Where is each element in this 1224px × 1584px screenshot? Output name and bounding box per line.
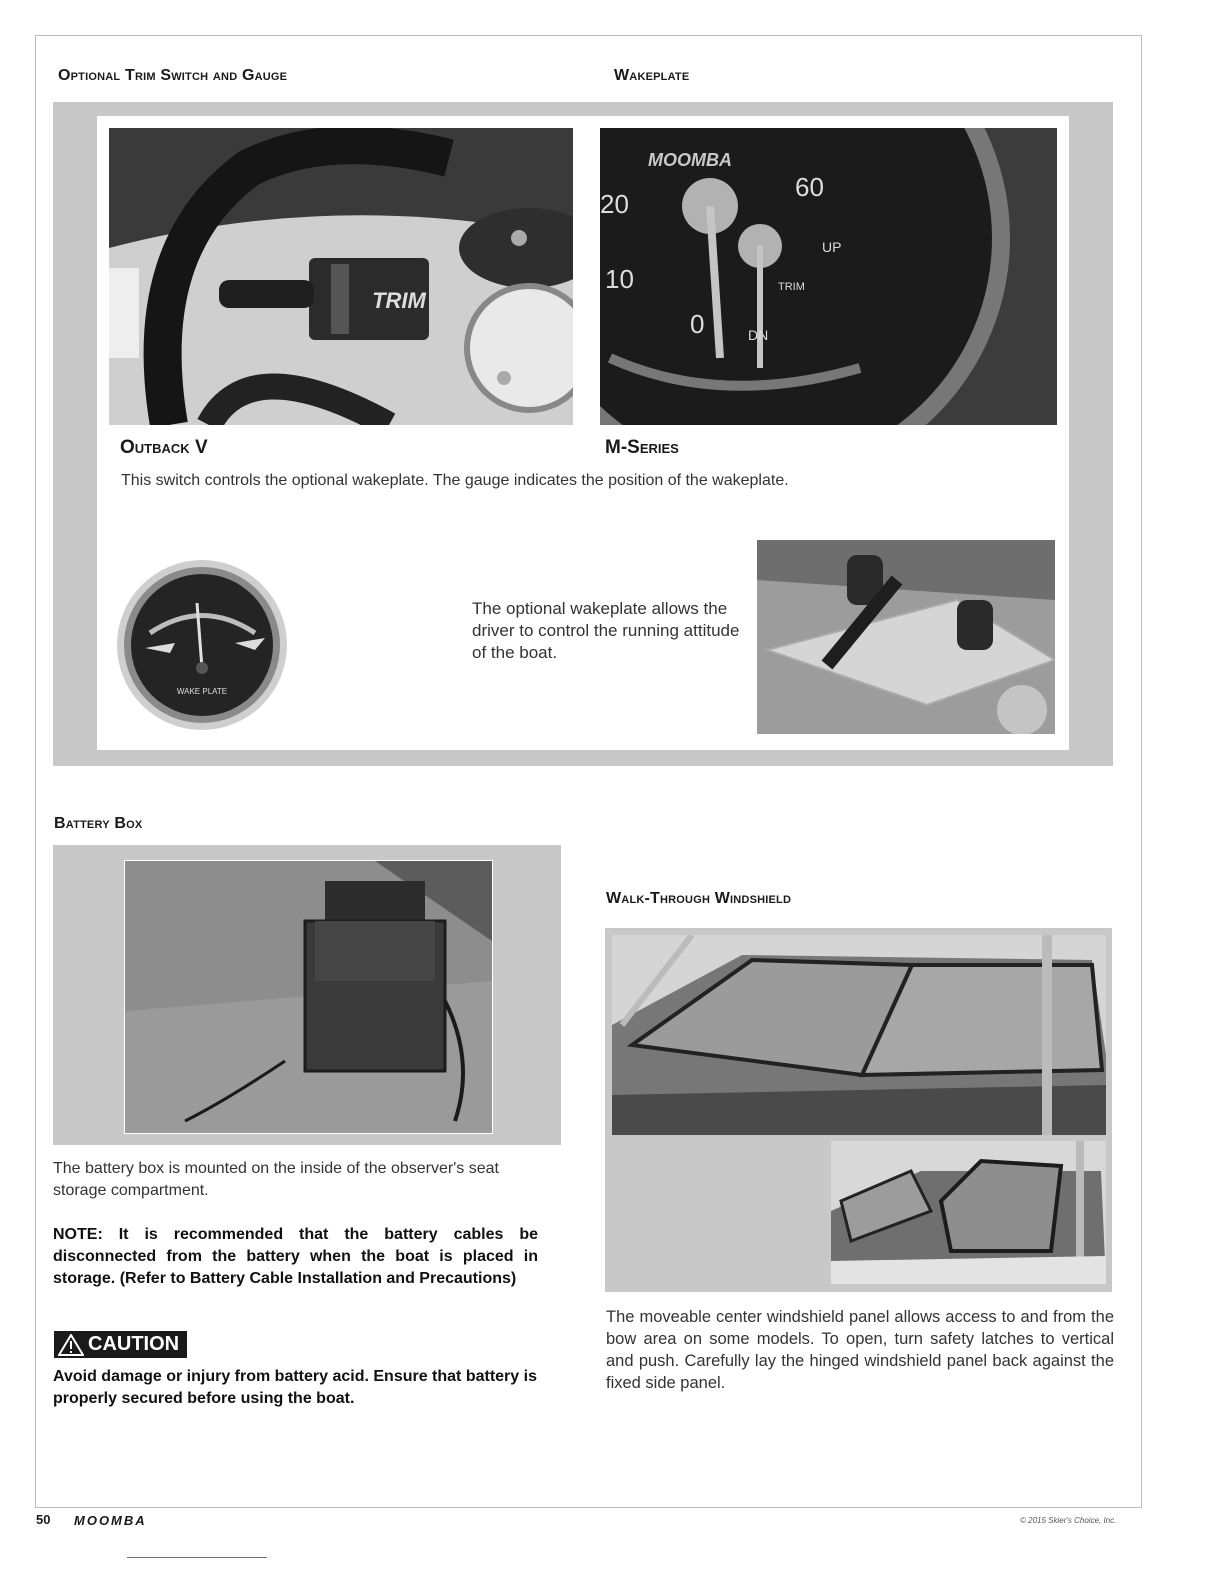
wakeplate-photo — [757, 540, 1055, 734]
page-number: 50 — [36, 1512, 51, 1527]
gauge-num-60: 60 — [795, 172, 824, 202]
footer-copyright: © 2015 Skier's Choice, Inc. — [1020, 1516, 1117, 1525]
caution-badge — [54, 1331, 187, 1358]
caution-label: CAUTION — [88, 1333, 180, 1355]
mseries-gauge-photo — [600, 128, 1057, 425]
wakeplate-gauge-label: WAKE PLATE — [176, 687, 228, 696]
trim-heading: Optional Trim Switch and Gauge — [58, 67, 288, 84]
windshield-photo-main — [612, 935, 1106, 1135]
outback-v-label: Outback V — [120, 437, 208, 458]
windshield-description: The moveable center windshield panel allows access to and from the bow area on some models. To open, turn safety latches to vertical and push. Carefully lay the hinged windshield panel back against the fixed side panel. — [606, 1308, 1114, 1392]
outback-trim-switch-photo — [109, 128, 573, 425]
footer-brand-logo: MOOMBA — [74, 1513, 147, 1528]
battery-box-photo — [124, 860, 493, 1134]
battery-heading: Battery Box — [54, 815, 143, 832]
gauge-brand: MOOMBA — [648, 150, 732, 170]
gauge-dn: DN — [748, 327, 769, 343]
trim-description: This switch controls the optional wakeplate. The gauge indicates the position of the wakeplate. — [121, 472, 789, 489]
windshield-heading: Walk-Through Windshield — [606, 890, 792, 907]
wakeplate-heading: Wakeplate — [614, 67, 690, 84]
wakeplate-description: The optional wakeplate allows the driver to control the running attitude of the boat. — [472, 599, 740, 662]
caution-text: Avoid damage or injury from battery acid. Ensure that battery is properly secured before using the boat. — [53, 1368, 537, 1407]
trim-switch-label: TRIM — [372, 288, 426, 313]
wakeplate-gauge — [115, 558, 290, 733]
battery-description: The battery box is mounted on the inside of the observer's seat storage compartment. — [53, 1160, 499, 1199]
warning-triangle-icon — [58, 1334, 84, 1356]
gauge-num-10: 10 — [605, 264, 634, 294]
gauge-trim: TRIM — [778, 281, 805, 293]
battery-note: NOTE: It is recommended that the battery cables be disconnected from the battery when the boat is placed in storage. (Refer to Battery Cable Installation and Precautions) — [53, 1226, 538, 1287]
gauge-num-20: 20 — [600, 189, 629, 219]
gauge-num-0: 0 — [690, 309, 705, 339]
windshield-photo-open — [831, 1141, 1106, 1284]
footer-link-underline — [127, 1557, 267, 1558]
gauge-up: UP — [822, 239, 842, 255]
mseries-label: M-Series — [605, 437, 679, 458]
